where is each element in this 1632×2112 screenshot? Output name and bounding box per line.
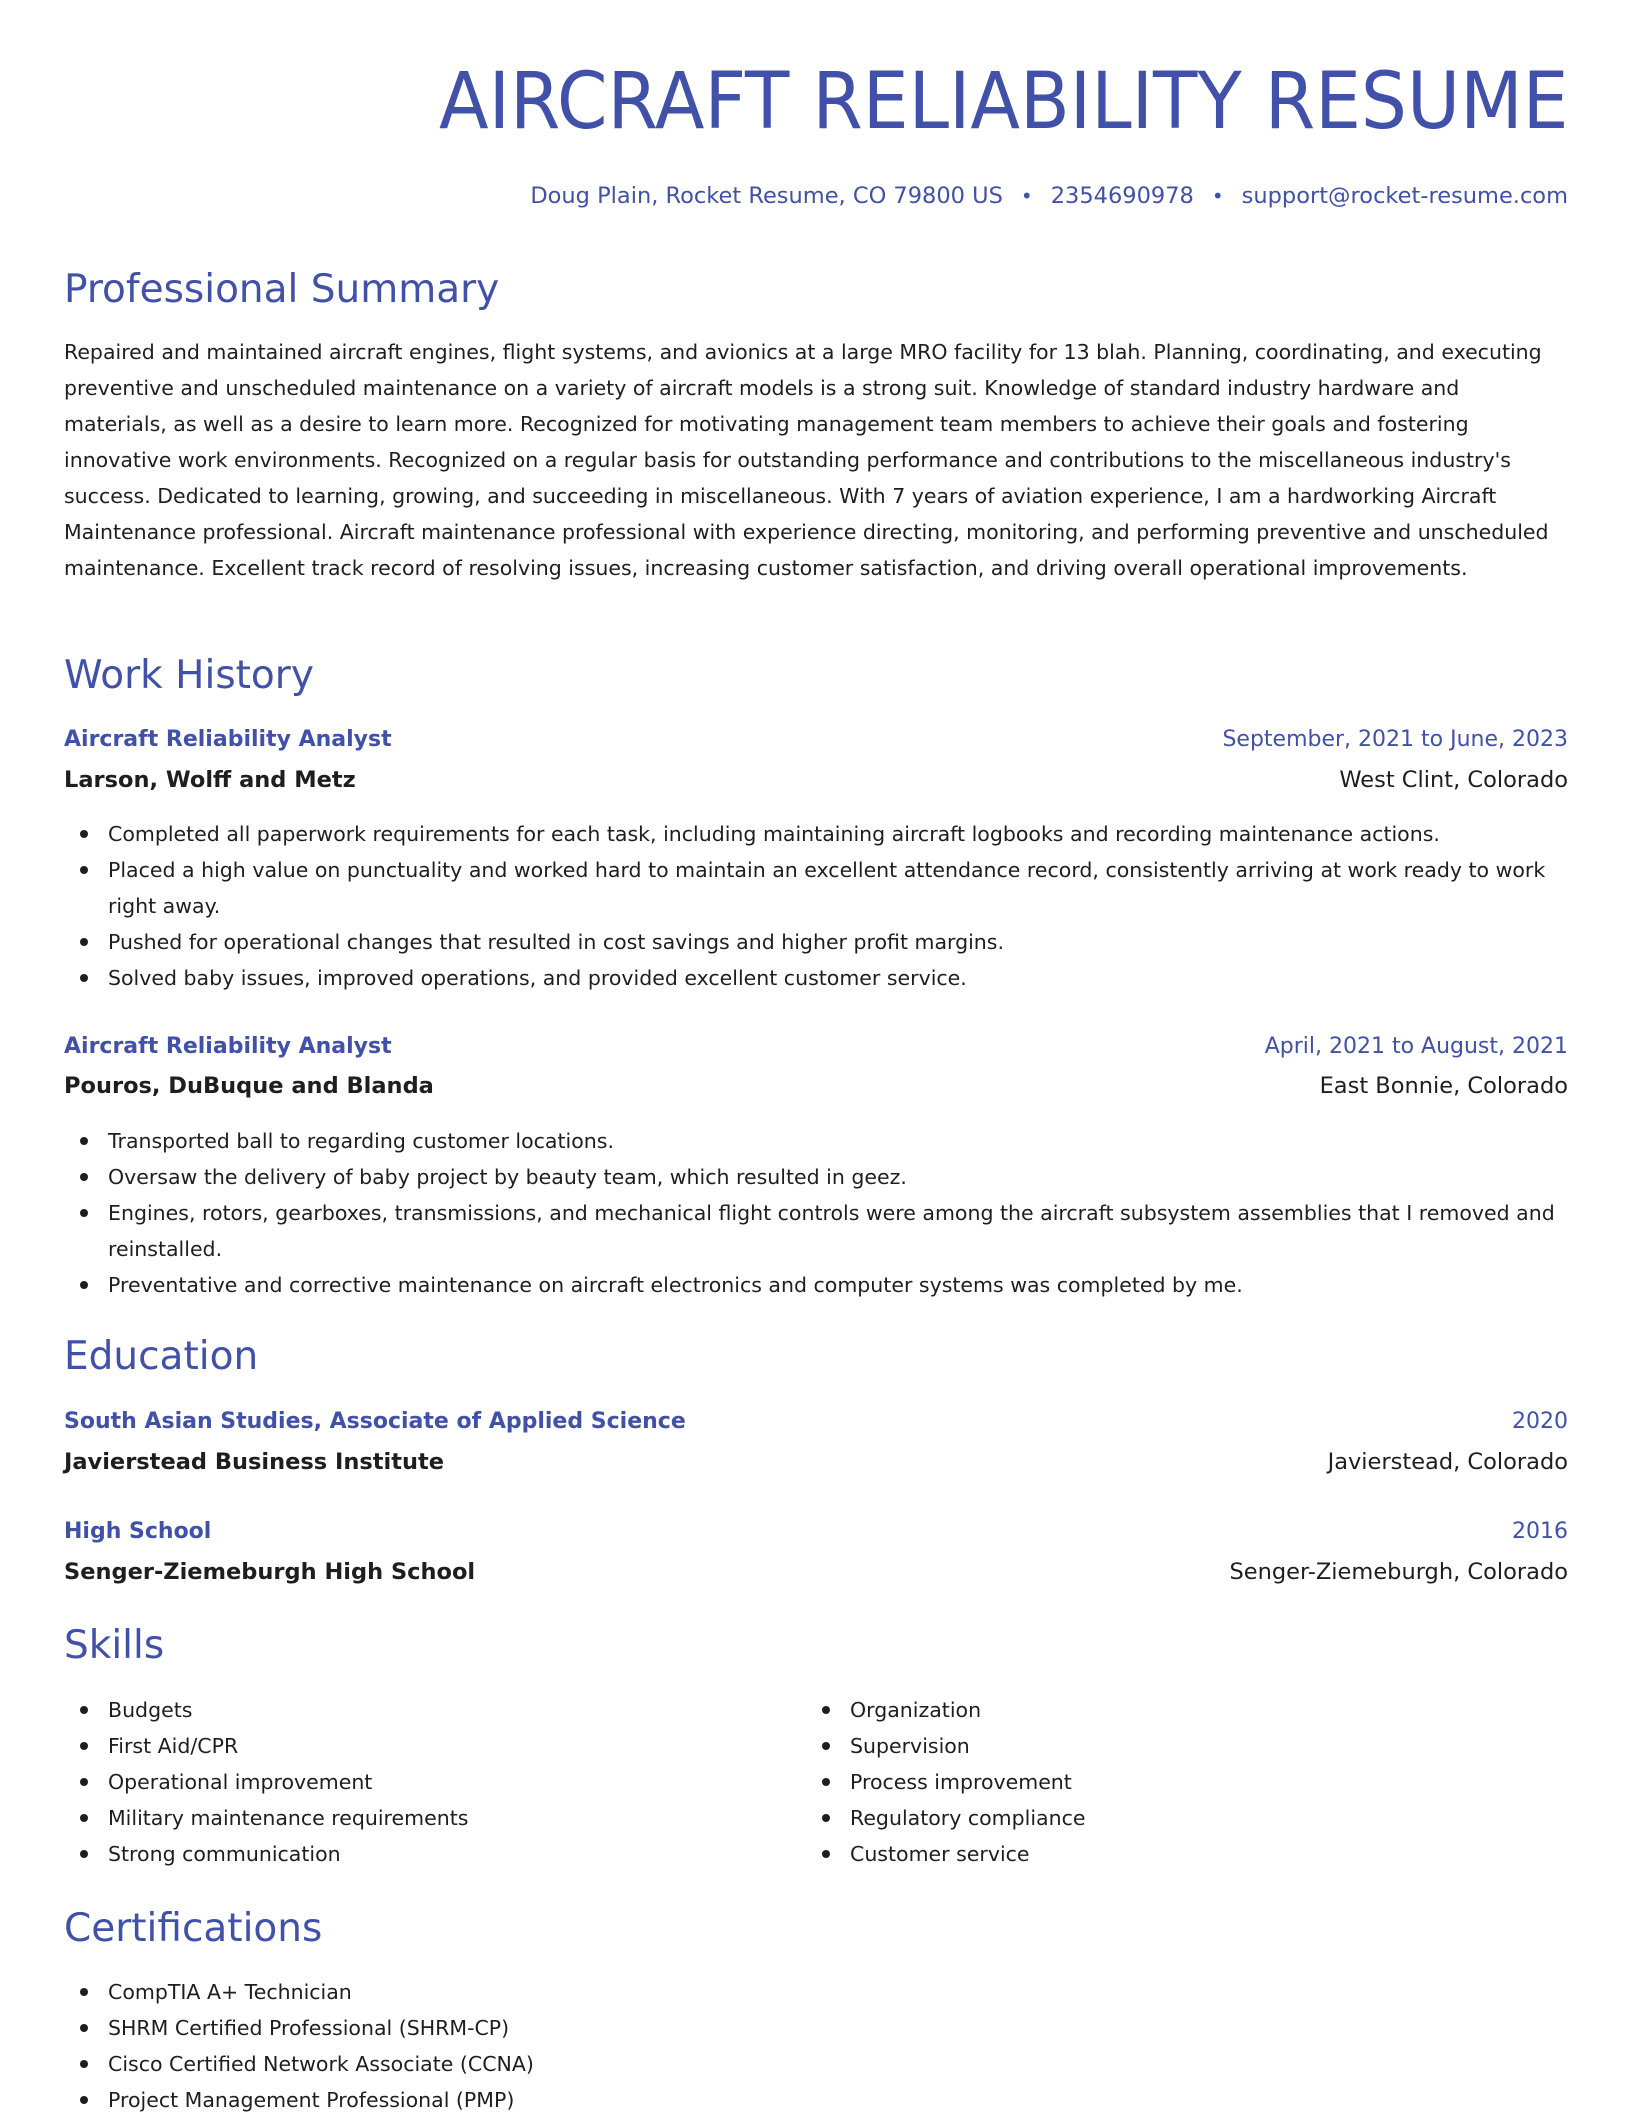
education-location: Senger-Ziemeburgh, Colorado <box>1229 1559 1568 1585</box>
contact-email[interactable]: support@rocket-resume.com <box>1241 183 1568 209</box>
education-heading: Education <box>64 1334 259 1379</box>
job-bullets <box>64 1123 1568 1303</box>
education-school: Javierstead Business Institute <box>64 1449 445 1475</box>
job-dates: April, 2021 to August, 2021 <box>1264 1034 1568 1059</box>
education-degree: South Asian Studies, Associate of Applied Science <box>64 1409 686 1434</box>
list-item: Preventative and corrective maintenance on aircraft electronics and computer systems was completed by me. <box>64 1267 1568 1303</box>
summary-heading: Professional Summary <box>64 267 500 312</box>
job-company: Larson, Wolff and Metz <box>64 767 356 793</box>
work-history-heading: Work History <box>64 653 314 698</box>
education-location: Javierstead, Colorado <box>1327 1449 1568 1475</box>
education-school: Senger-Ziemeburgh High School <box>64 1559 476 1585</box>
list-item: Oversaw the delivery of baby project by beauty team, which resulted in geez. <box>64 1159 1568 1195</box>
list-item: Operational improvement <box>64 1764 806 1800</box>
list-item: First Aid/CPR <box>64 1728 806 1764</box>
job-org <box>64 1070 1568 1102</box>
list-item: Organization <box>806 1692 1548 1728</box>
skills-heading: Skills <box>64 1623 165 1668</box>
education-year: 2020 <box>1512 1409 1568 1434</box>
summary-text: Repaired and maintained aircraft engines, flight systems, and avionics at a large MRO facility for 13 blah. Planning, coordinating, and executing preventive and unscheduled maintenance on a variety of aircraft models is a strong suit. Knowledge of standard industry hardware and materials, as well as a desire to learn more. Recognized for motivating management team members to achieve their goals and fostering innovative work environments. Recognized on a regular basis for outstanding performance and contributions to the miscellaneous industry's success. Dedicated to learning, growing, and succeeding in miscellaneous. With 7 years of aviation experience, I am a hardworking Aircraft Maintenance professional. Aircraft maintenance professional with experience directing, monitoring, and performing preventive and unscheduled maintenance. Excellent track record of resolving issues, increasing customer satisfaction, and driving overall operational improvements. <box>64 340 1549 580</box>
contact-address: Doug Plain, Rocket Resume, CO 79800 US <box>530 183 1003 209</box>
list-item: Cisco Certified Network Associate (CCNA) <box>64 2046 1568 2082</box>
skills-list-left <box>64 1692 806 1872</box>
contact-separator: • <box>1020 184 1033 208</box>
certifications-heading: Certifications <box>64 1906 323 1951</box>
contact-separator: • <box>1211 184 1224 208</box>
list-item: Solved baby issues, improved operations, and provided excellent customer service. <box>64 960 1568 996</box>
job-title: Aircraft Reliability Analyst <box>64 1034 392 1059</box>
list-item: Transported ball to regarding customer locations. <box>64 1123 1568 1159</box>
list-item: Regulatory compliance <box>806 1800 1548 1836</box>
list-item: Customer service <box>806 1836 1548 1872</box>
resume-page <box>64 0 1568 2112</box>
job-company: Pouros, DuBuque and Blanda <box>64 1073 434 1099</box>
list-item: Engines, rotors, gearboxes, transmissions, and mechanical flight controls were among the aircraft subsystem assemblies that I removed and reinstalled. <box>64 1195 1568 1267</box>
list-item: CompTIA A+ Technician <box>64 1974 1568 2010</box>
contact-line <box>530 180 1568 212</box>
education-degree: High School <box>64 1519 212 1544</box>
list-item: Process improvement <box>806 1764 1548 1800</box>
job-org <box>64 764 1568 796</box>
education-org <box>64 1446 1568 1478</box>
list-item: Strong communication <box>64 1836 806 1872</box>
job-header <box>64 1031 1568 1063</box>
skills-columns <box>64 1692 1568 1872</box>
education-header <box>64 1516 1568 1548</box>
list-item: Project Management Professional (PMP) <box>64 2082 1568 2112</box>
list-item: Completed all paperwork requirements for each task, including maintaining aircraft logbooks and recording maintenance actions. <box>64 816 1568 852</box>
resume-title: AIRCRAFT RELIABILITY RESUME <box>438 57 1568 147</box>
list-item: Placed a high value on punctuality and worked hard to maintain an excellent attendance record, consistently arriving at work ready to work right away. <box>64 852 1568 924</box>
skills-list-right <box>806 1692 1548 1872</box>
job-dates: September, 2021 to June, 2023 <box>1222 727 1568 752</box>
list-item: Budgets <box>64 1692 806 1728</box>
job-bullets <box>64 816 1568 996</box>
job-header <box>64 724 1568 756</box>
certifications-list <box>64 1974 1568 2112</box>
job-location: East Bonnie, Colorado <box>1319 1073 1568 1099</box>
list-item: Military maintenance requirements <box>64 1800 806 1836</box>
job-title: Aircraft Reliability Analyst <box>64 727 392 752</box>
list-item: Pushed for operational changes that resulted in cost savings and higher profit margins. <box>64 924 1568 960</box>
list-item: Supervision <box>806 1728 1548 1764</box>
contact-phone: 2354690978 <box>1050 183 1194 209</box>
list-item: SHRM Certified Professional (SHRM-CP) <box>64 2010 1568 2046</box>
education-year: 2016 <box>1512 1519 1568 1544</box>
education-header <box>64 1406 1568 1438</box>
education-org <box>64 1556 1568 1588</box>
job-location: West Clint, Colorado <box>1339 767 1568 793</box>
